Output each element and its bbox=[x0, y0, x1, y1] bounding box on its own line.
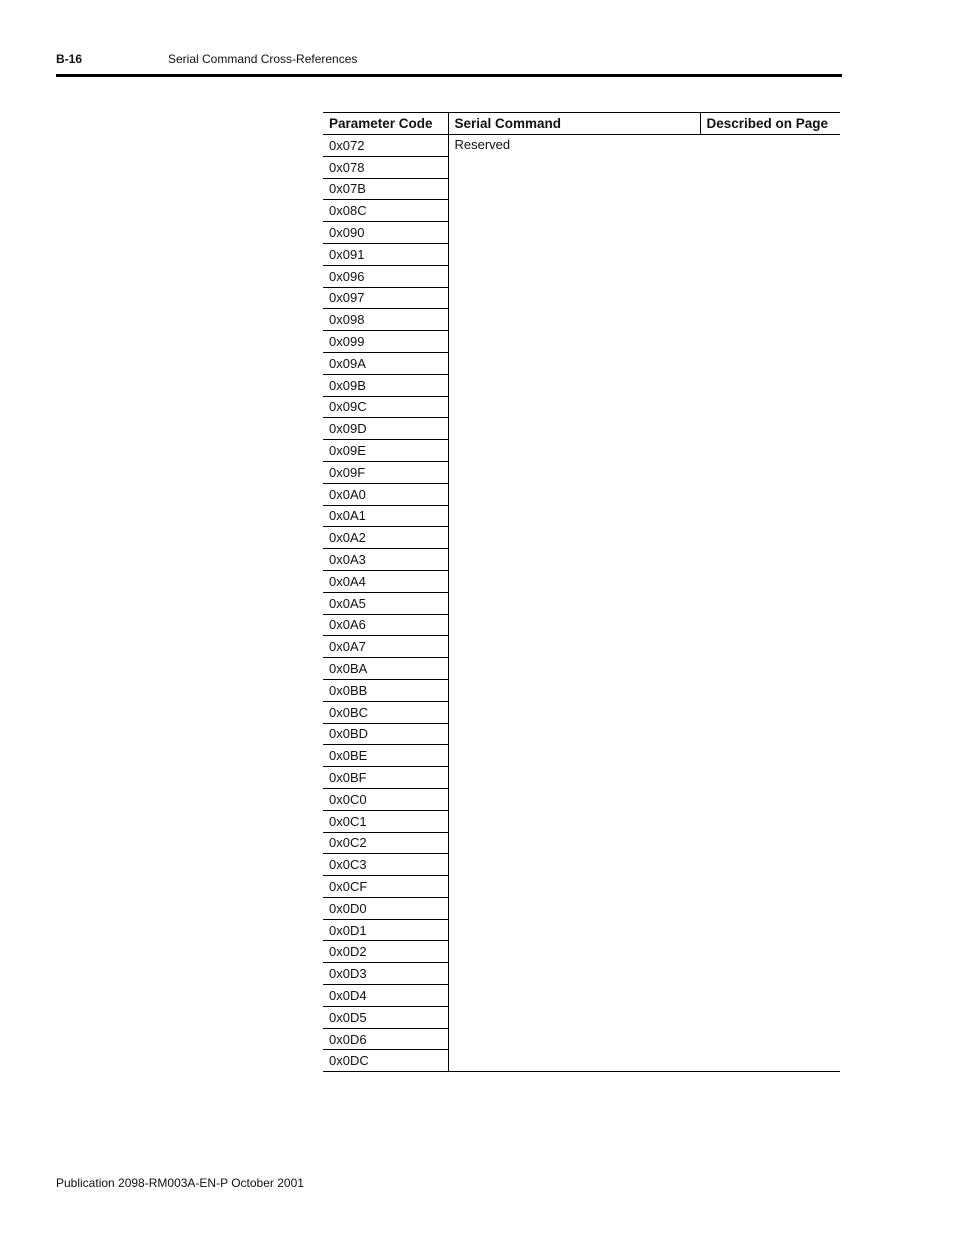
parameter-code-cell: 0x0DC bbox=[323, 1050, 448, 1072]
parameter-code-cell: 0x09A bbox=[323, 352, 448, 374]
parameter-code-cell: 0x09D bbox=[323, 418, 448, 440]
parameter-code-cell: 0x0D4 bbox=[323, 985, 448, 1007]
parameter-code-cell: 0x0C1 bbox=[323, 810, 448, 832]
parameter-code-cell: 0x099 bbox=[323, 331, 448, 353]
table-header-row bbox=[323, 113, 840, 135]
parameter-code-cell: 0x0A4 bbox=[323, 570, 448, 592]
parameter-code-cell: 0x0D1 bbox=[323, 919, 448, 941]
parameter-code-cell: 0x0D0 bbox=[323, 897, 448, 919]
parameter-code-cell: 0x09E bbox=[323, 440, 448, 462]
header-divider bbox=[56, 74, 842, 77]
parameter-code-cell: 0x0D6 bbox=[323, 1028, 448, 1050]
parameter-code-cell: 0x0C2 bbox=[323, 832, 448, 854]
described-on-page-cell bbox=[700, 135, 840, 1072]
parameter-code-cell: 0x09F bbox=[323, 461, 448, 483]
page-header bbox=[56, 52, 842, 70]
column-header-serial-command: Serial Command bbox=[448, 113, 700, 135]
parameter-code-cell: 0x0C0 bbox=[323, 788, 448, 810]
parameter-code-cell: 0x0BC bbox=[323, 701, 448, 723]
parameter-code-cell: 0x097 bbox=[323, 287, 448, 309]
page-number: B-16 bbox=[56, 52, 83, 66]
parameter-code-cell: 0x0A5 bbox=[323, 592, 448, 614]
parameter-code-cell: 0x0D5 bbox=[323, 1006, 448, 1028]
parameter-code-cell: 0x0BF bbox=[323, 767, 448, 789]
section-title: Serial Command Cross-References bbox=[168, 52, 358, 66]
parameter-code-cell: 0x0A2 bbox=[323, 527, 448, 549]
parameter-code-cell: 0x09C bbox=[323, 396, 448, 418]
column-header-parameter-code: Parameter Code bbox=[323, 113, 448, 135]
cross-reference-table bbox=[323, 112, 840, 1072]
parameter-code-cell: 0x0BE bbox=[323, 745, 448, 767]
parameter-code-cell: 0x091 bbox=[323, 243, 448, 265]
table-body bbox=[323, 135, 840, 1072]
parameter-code-cell: 0x0BB bbox=[323, 679, 448, 701]
parameter-code-cell: 0x09B bbox=[323, 374, 448, 396]
parameter-code-cell: 0x0A7 bbox=[323, 636, 448, 658]
parameter-code-cell: 0x0D2 bbox=[323, 941, 448, 963]
parameter-code-cell: 0x0CF bbox=[323, 876, 448, 898]
table-row bbox=[323, 135, 840, 157]
parameter-code-cell: 0x0A6 bbox=[323, 614, 448, 636]
parameter-code-cell: 0x08C bbox=[323, 200, 448, 222]
publication-footer: Publication 2098-RM003A-EN-P October 2001 bbox=[56, 1176, 304, 1190]
parameter-code-cell: 0x07B bbox=[323, 178, 448, 200]
parameter-code-cell: 0x0D3 bbox=[323, 963, 448, 985]
column-header-described-on-page: Described on Page bbox=[700, 113, 840, 135]
parameter-code-cell: 0x0BD bbox=[323, 723, 448, 745]
parameter-code-cell: 0x0A3 bbox=[323, 549, 448, 571]
parameter-code-cell: 0x0A1 bbox=[323, 505, 448, 527]
parameter-code-cell: 0x0A0 bbox=[323, 483, 448, 505]
parameter-code-cell: 0x078 bbox=[323, 156, 448, 178]
parameter-code-cell: 0x098 bbox=[323, 309, 448, 331]
parameter-code-cell: 0x096 bbox=[323, 265, 448, 287]
parameter-code-cell: 0x0C3 bbox=[323, 854, 448, 876]
parameter-code-cell: 0x072 bbox=[323, 135, 448, 157]
parameter-code-cell: 0x090 bbox=[323, 222, 448, 244]
serial-command-cell: Reserved bbox=[448, 135, 700, 1072]
parameter-code-cell: 0x0BA bbox=[323, 658, 448, 680]
